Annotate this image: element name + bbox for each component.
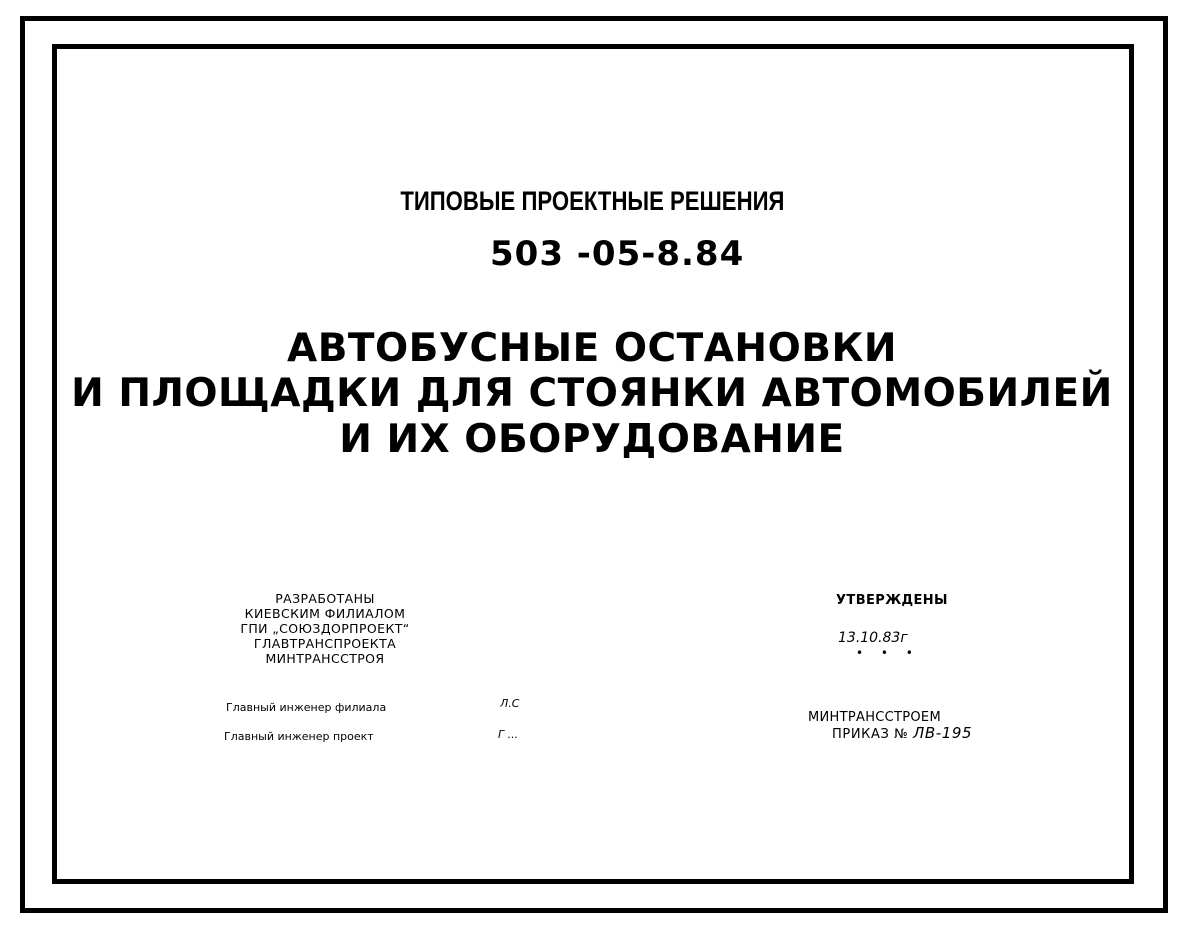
developed-line: РАЗРАБОТАНЫ <box>275 591 375 606</box>
approved-date: 13.10.83г <box>838 630 908 646</box>
signature-role: Главный инженер проект <box>224 730 374 743</box>
developed-by-block <box>210 591 440 666</box>
developed-line: ГПИ „СОЮЗДОРПРОЕКТ“ <box>240 621 410 636</box>
main-title-line-1: АВТОБУСНЫЕ ОСТАНОВКИ <box>287 326 897 371</box>
signature-role: Главный инженер филиала <box>226 701 387 714</box>
main-title-line-3: И ИХ ОБОРУДОВАНИЕ <box>339 417 845 462</box>
main-title-line-2: И ПЛОЩАДКИ ДЛЯ СТОЯНКИ АВТОМОБИЛЕЙ <box>71 371 1113 416</box>
order-label: ПРИКАЗ № <box>832 727 909 742</box>
order-number: ЛВ-195 <box>912 724 973 742</box>
signature-name: Г ... <box>498 728 519 741</box>
inner-frame <box>52 44 1134 884</box>
developed-line: КИЕВСКИМ ФИЛИАЛОМ <box>244 606 406 621</box>
order-reference <box>832 724 972 742</box>
approving-ministry: МИНТРАНССТРОЕМ <box>808 710 941 725</box>
developed-line: МИНТРАНССТРОЯ <box>265 651 385 666</box>
series-number: 503 -05-8.84 <box>490 234 745 274</box>
approved-label: УТВЕРЖДЕНЫ <box>836 593 948 608</box>
signature-name: Л.С <box>500 697 520 710</box>
series-title: ТИПОВЫЕ ПРОЕКТНЫЕ РЕШЕНИЯ <box>400 186 785 216</box>
approved-dots: • • • <box>856 646 920 660</box>
developed-line: ГЛАВТРАНСПРОЕКТА <box>253 636 397 651</box>
